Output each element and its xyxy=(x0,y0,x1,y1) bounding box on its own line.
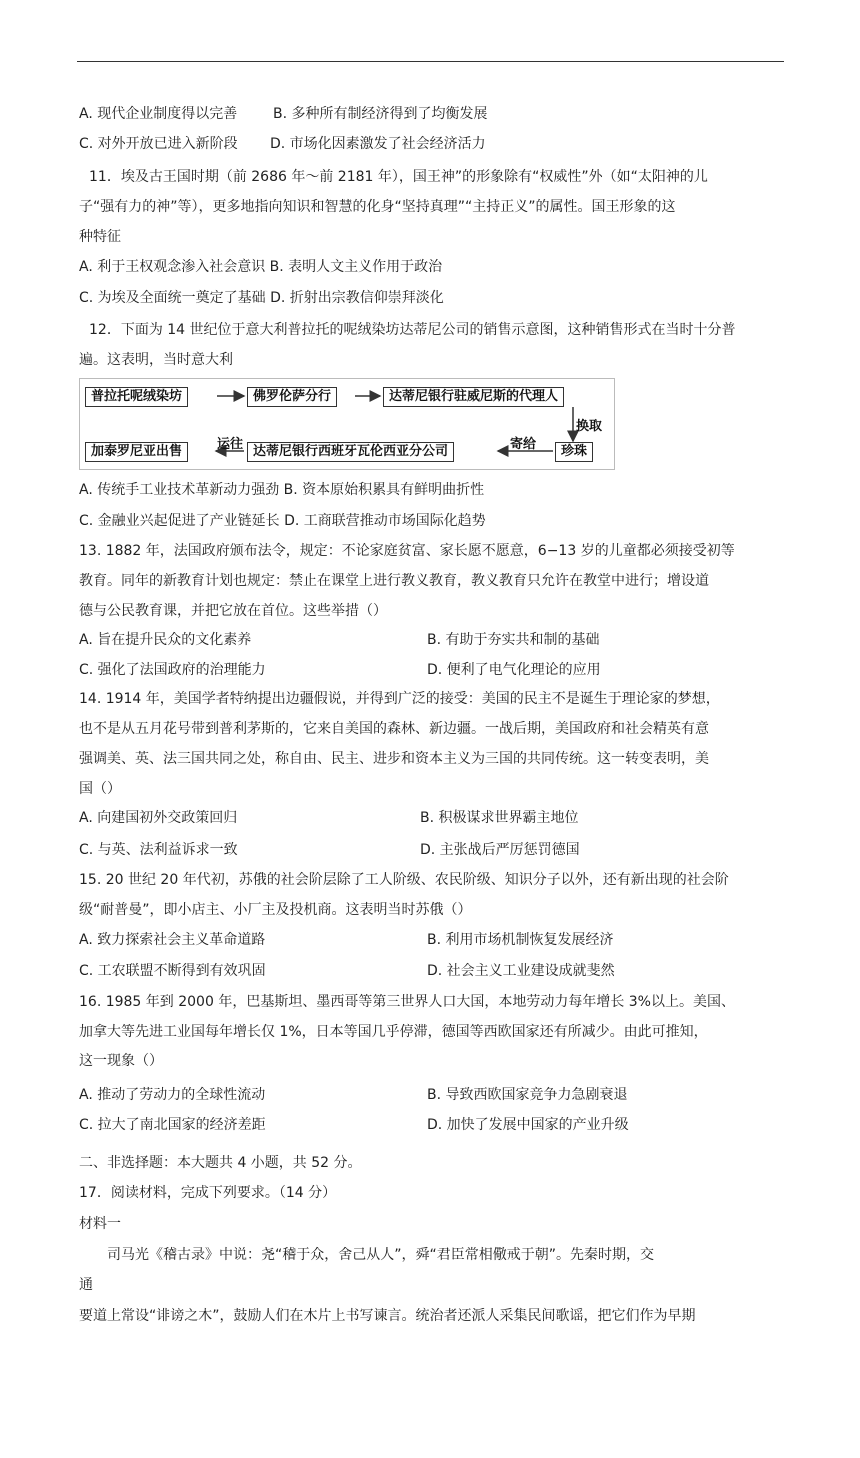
sales-flow-diagram xyxy=(79,378,615,470)
q10-option-d: D. 市场化因素激发了社会经济活力 xyxy=(270,136,486,152)
q16-stem-line2: 加拿大等先进工业国每年增长仅 1%，日本等国几乎停滞，德国等西欧国家还有所减少。由此可推知， xyxy=(79,1024,708,1040)
q14-option-d: D. 主张战后严厉惩罚德国 xyxy=(420,842,580,858)
node-valencia-branch: 达蒂尼银行西班牙瓦伦西亚分公司 xyxy=(247,442,454,462)
q10-option-c: C. 对外开放已进入新阶段 xyxy=(79,136,238,152)
q12-stem-line1: 12．下面为 14 世纪位于意大利普拉托的呢绒染坊达蒂尼公司的销售示意图，这种销售形式在当时十分普 xyxy=(89,322,736,338)
section2-heading: 二、非选择题：本大题共 4 小题，共 52 分。 xyxy=(79,1155,362,1171)
q15-stem-line1: 15. 20 世纪 20 年代初，苏俄的社会阶层除了工人阶级、农民阶级、知识分子以外，还有新出现的社会阶 xyxy=(79,872,729,888)
q17-text-line2: 通 xyxy=(79,1277,93,1293)
label-ship: 运往 xyxy=(217,437,244,452)
q11-stem-line1: 11．埃及古王国时期（前 2686 年～前 2181 年），国王神”的形象除有“权威性”外（如“太阳神的儿 xyxy=(89,169,708,185)
q16-option-b: B. 导致西欧国家竞争力急剧衰退 xyxy=(427,1087,628,1103)
node-venice-agent: 达蒂尼银行驻威尼斯的代理人 xyxy=(383,387,564,407)
q17-material-label: 材料一 xyxy=(79,1216,121,1232)
q10-option-b: B. 多种所有制经济得到了均衡发展 xyxy=(273,106,488,122)
header-rule xyxy=(77,61,784,62)
q17-text-line3: 要道上常设“诽谤之木”，鼓励人们在木片上书写谏言。统治者还派人采集民间歌谣，把它们作为早期 xyxy=(79,1308,696,1324)
q13-option-b: B. 有助于夯实共和制的基础 xyxy=(427,632,600,648)
q13-stem-line1: 13. 1882 年，法国政府颁布法令，规定：不论家庭贫富、家长愿不愿意，6−13 岁的儿童都必须接受初等 xyxy=(79,543,735,559)
node-florence-branch: 佛罗伦萨分行 xyxy=(247,387,337,407)
q11-options-cd: C. 为埃及全面统一奠定了基础 D. 折射出宗教信仰崇拜淡化 xyxy=(79,290,444,306)
q13-option-a: A. 旨在提升民众的文化素养 xyxy=(79,632,252,648)
q14-option-c: C. 与英、法利益诉求一致 xyxy=(79,842,238,858)
q15-stem-line2: 级“耐普曼”，即小店主、小厂主及投机商。这表明当时苏俄（） xyxy=(79,902,472,918)
q13-stem-line2: 教育。同年的新教育计划也规定：禁止在课堂上进行教义教育，教义教育只允许在教堂中进行；增设道 xyxy=(79,573,709,589)
q14-stem-line1: 14. 1914 年，美国学者特纳提出边疆假说，并得到广泛的接受：美国的民主不是诞生于理论家的梦想， xyxy=(79,691,720,707)
q17-text-line1: 司马光《稽古录》中说：尧“稽于众，舍己从人”，舜“君臣常相儆戒于朝”。先秦时期，交 xyxy=(107,1247,655,1263)
q14-stem-line2: 也不是从五月花号带到普利茅斯的，它来自美国的森林、新边疆。一战后期，美国政府和社会精英有意 xyxy=(79,721,709,737)
q16-option-c: C. 拉大了南北国家的经济差距 xyxy=(79,1117,266,1133)
node-prato-dyeworks: 普拉托呢绒染坊 xyxy=(85,387,188,407)
q14-option-b: B. 积极谋求世界霸主地位 xyxy=(420,810,579,826)
q11-options-ab: A. 利于王权观念渗入社会意识 B. 表明人文主义作用于政治 xyxy=(79,259,443,275)
q10-option-a: A. 现代企业制度得以完善 xyxy=(79,106,238,122)
q16-option-a: A. 推动了劳动力的全球性流动 xyxy=(79,1087,266,1103)
q13-stem-line3: 德与公民教育课，并把它放在首位。这些举措（） xyxy=(79,603,387,619)
q12-stem-line2: 遍。这表明，当时意大利 xyxy=(79,352,233,368)
q16-stem-line3: 这一现象（） xyxy=(79,1053,163,1069)
q13-option-c: C. 强化了法国政府的治理能力 xyxy=(79,662,266,678)
q15-option-d: D. 社会主义工业建设成就斐然 xyxy=(427,963,615,979)
q16-option-d: D. 加快了发展中国家的产业升级 xyxy=(427,1117,629,1133)
node-catalonia-sale: 加泰罗尼亚出售 xyxy=(85,442,188,462)
q12-options-ab: A. 传统手工业技术革新动力强劲 B. 资本原始积累具有鲜明曲折性 xyxy=(79,482,485,498)
q15-option-c: C. 工农联盟不断得到有效巩固 xyxy=(79,963,266,979)
node-pearls: 珍珠 xyxy=(555,442,593,462)
q17-head: 17．阅读材料，完成下列要求。（14 分） xyxy=(79,1185,337,1201)
q11-stem-line3: 种特征 xyxy=(79,229,121,245)
q13-option-d: D. 便利了电气化理论的应用 xyxy=(427,662,601,678)
q14-stem-line4: 国（） xyxy=(79,781,121,797)
q14-option-a: A. 向建国初外交政策回归 xyxy=(79,810,238,826)
q16-stem-line1: 16. 1985 年到 2000 年，巴基斯坦、墨西哥等第三世界人口大国，本地劳动力每年增长 3%以上。美国、 xyxy=(79,994,735,1010)
label-exchange: 换取 xyxy=(576,419,603,434)
q11-stem-line2: 子“强有力的神”等），更多地指向知识和智慧的化身“坚持真理”“主持正义”的属性。国王形象的这 xyxy=(79,199,676,215)
q15-option-a: A. 致力探索社会主义革命道路 xyxy=(79,932,266,948)
label-send: 寄给 xyxy=(510,437,537,452)
q14-stem-line3: 强调美、英、法三国共同之处，称自由、民主、进步和资本主义为三国的共同传统。这一转变表明，美 xyxy=(79,751,709,767)
q12-options-cd: C. 金融业兴起促进了产业链延长 D. 工商联营推动市场国际化趋势 xyxy=(79,513,486,529)
q15-option-b: B. 利用市场机制恢复发展经济 xyxy=(427,932,614,948)
